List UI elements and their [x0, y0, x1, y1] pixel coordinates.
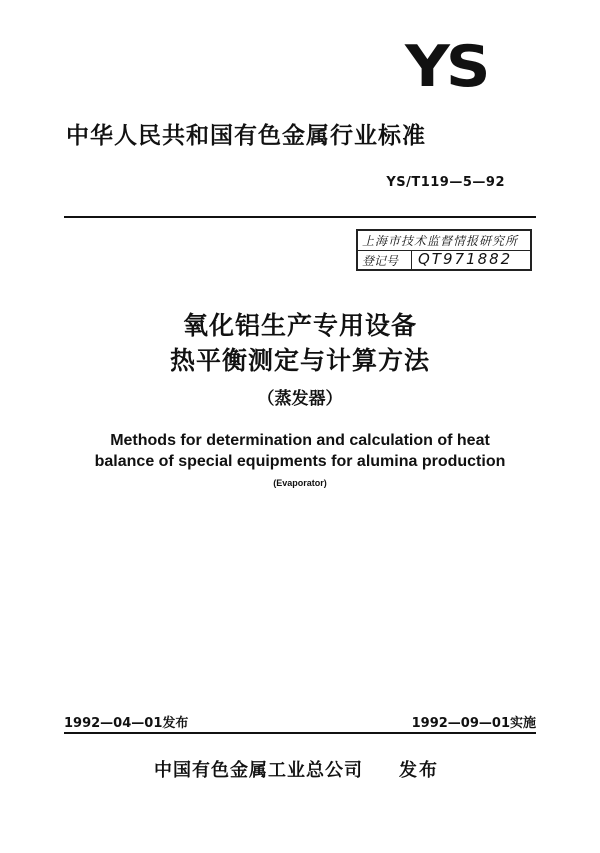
stamp-institute: 上海市技术监督情报研究所 — [362, 234, 519, 248]
stamp-vertical-divider — [411, 250, 412, 271]
english-subtitle: (Evaporator) — [273, 478, 327, 488]
standard-category: 中华人民共和国有色金属行业标准 — [66, 123, 426, 149]
english-title-line-1: Methods for determination and calculation of heat — [110, 432, 490, 449]
chinese-title-line-1: 氧化铝生产专用设备 — [182, 311, 417, 340]
stamp-registration-number: QT971882 — [418, 250, 513, 268]
ys-logo: YS — [405, 32, 487, 100]
footer-rule — [64, 732, 536, 734]
stamp-registration-label: 登记号 — [362, 254, 399, 268]
publisher-name: 中国有色金属工业总公司 — [154, 760, 363, 781]
standard-code: YS/T119—5—92 — [386, 175, 505, 190]
chinese-title-line-2: 热平衡测定与计算方法 — [169, 346, 430, 375]
effective-date: 1992—09—01实施 — [411, 716, 536, 731]
english-title-line-2: balance of special equipments for alumina production — [94, 453, 506, 470]
header-rule — [64, 216, 536, 218]
chinese-subtitle: （蒸发器） — [257, 389, 343, 409]
registration-stamp — [356, 229, 532, 271]
issue-date: 1992—04—01发布 — [64, 716, 189, 731]
publish-label: 发布 — [399, 760, 439, 781]
